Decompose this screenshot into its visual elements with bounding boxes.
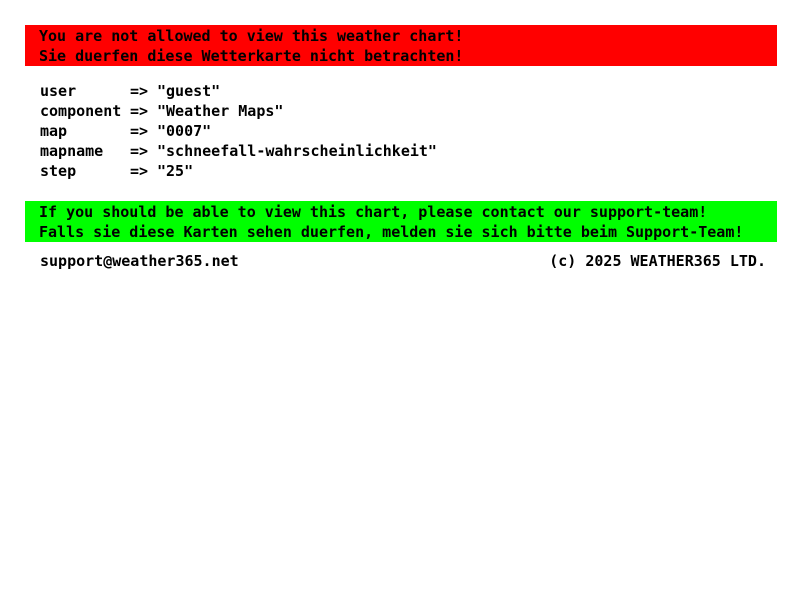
detail-key: map xyxy=(40,122,68,140)
detail-value: "guest" xyxy=(157,82,221,100)
info-banner-line-de: Falls sie diese Karten sehen duerfen, melden sie sich bitte beim Support-Team! xyxy=(39,223,744,241)
arrow-glyph: => xyxy=(130,102,149,120)
error-banner-line-en: You are not allowed to view this weather chart! xyxy=(39,27,464,45)
detail-row-user xyxy=(40,81,437,101)
info-banner-line-en: If you should be able to view this chart, please contact our support-team! xyxy=(39,203,708,221)
request-details-list xyxy=(40,81,437,181)
copyright-text: (c) 2025 WEATHER365 LTD. xyxy=(549,252,766,270)
error-banner-line-de: Sie duerfen diese Wetterkarte nicht betrachten! xyxy=(39,47,464,65)
detail-value: "schneefall-wahrscheinlichkeit" xyxy=(157,142,437,160)
arrow-glyph: => xyxy=(130,82,149,100)
arrow-glyph: => xyxy=(130,122,149,140)
detail-key: user xyxy=(40,82,77,100)
detail-value: "Weather Maps" xyxy=(157,102,284,120)
detail-key: step xyxy=(40,162,77,180)
detail-key: component xyxy=(40,102,122,120)
detail-row-step xyxy=(40,161,437,181)
detail-value: "0007" xyxy=(157,122,212,140)
support-email-text: support@weather365.net xyxy=(40,252,239,270)
arrow-glyph: => xyxy=(130,162,149,180)
footer xyxy=(40,251,766,271)
arrow-glyph: => xyxy=(130,142,149,160)
detail-row-map xyxy=(40,121,437,141)
detail-value: "25" xyxy=(157,162,194,180)
error-banner xyxy=(25,25,777,66)
detail-row-component xyxy=(40,101,437,121)
detail-key: mapname xyxy=(40,142,104,160)
info-banner xyxy=(25,201,777,242)
detail-row-mapname xyxy=(40,141,437,161)
